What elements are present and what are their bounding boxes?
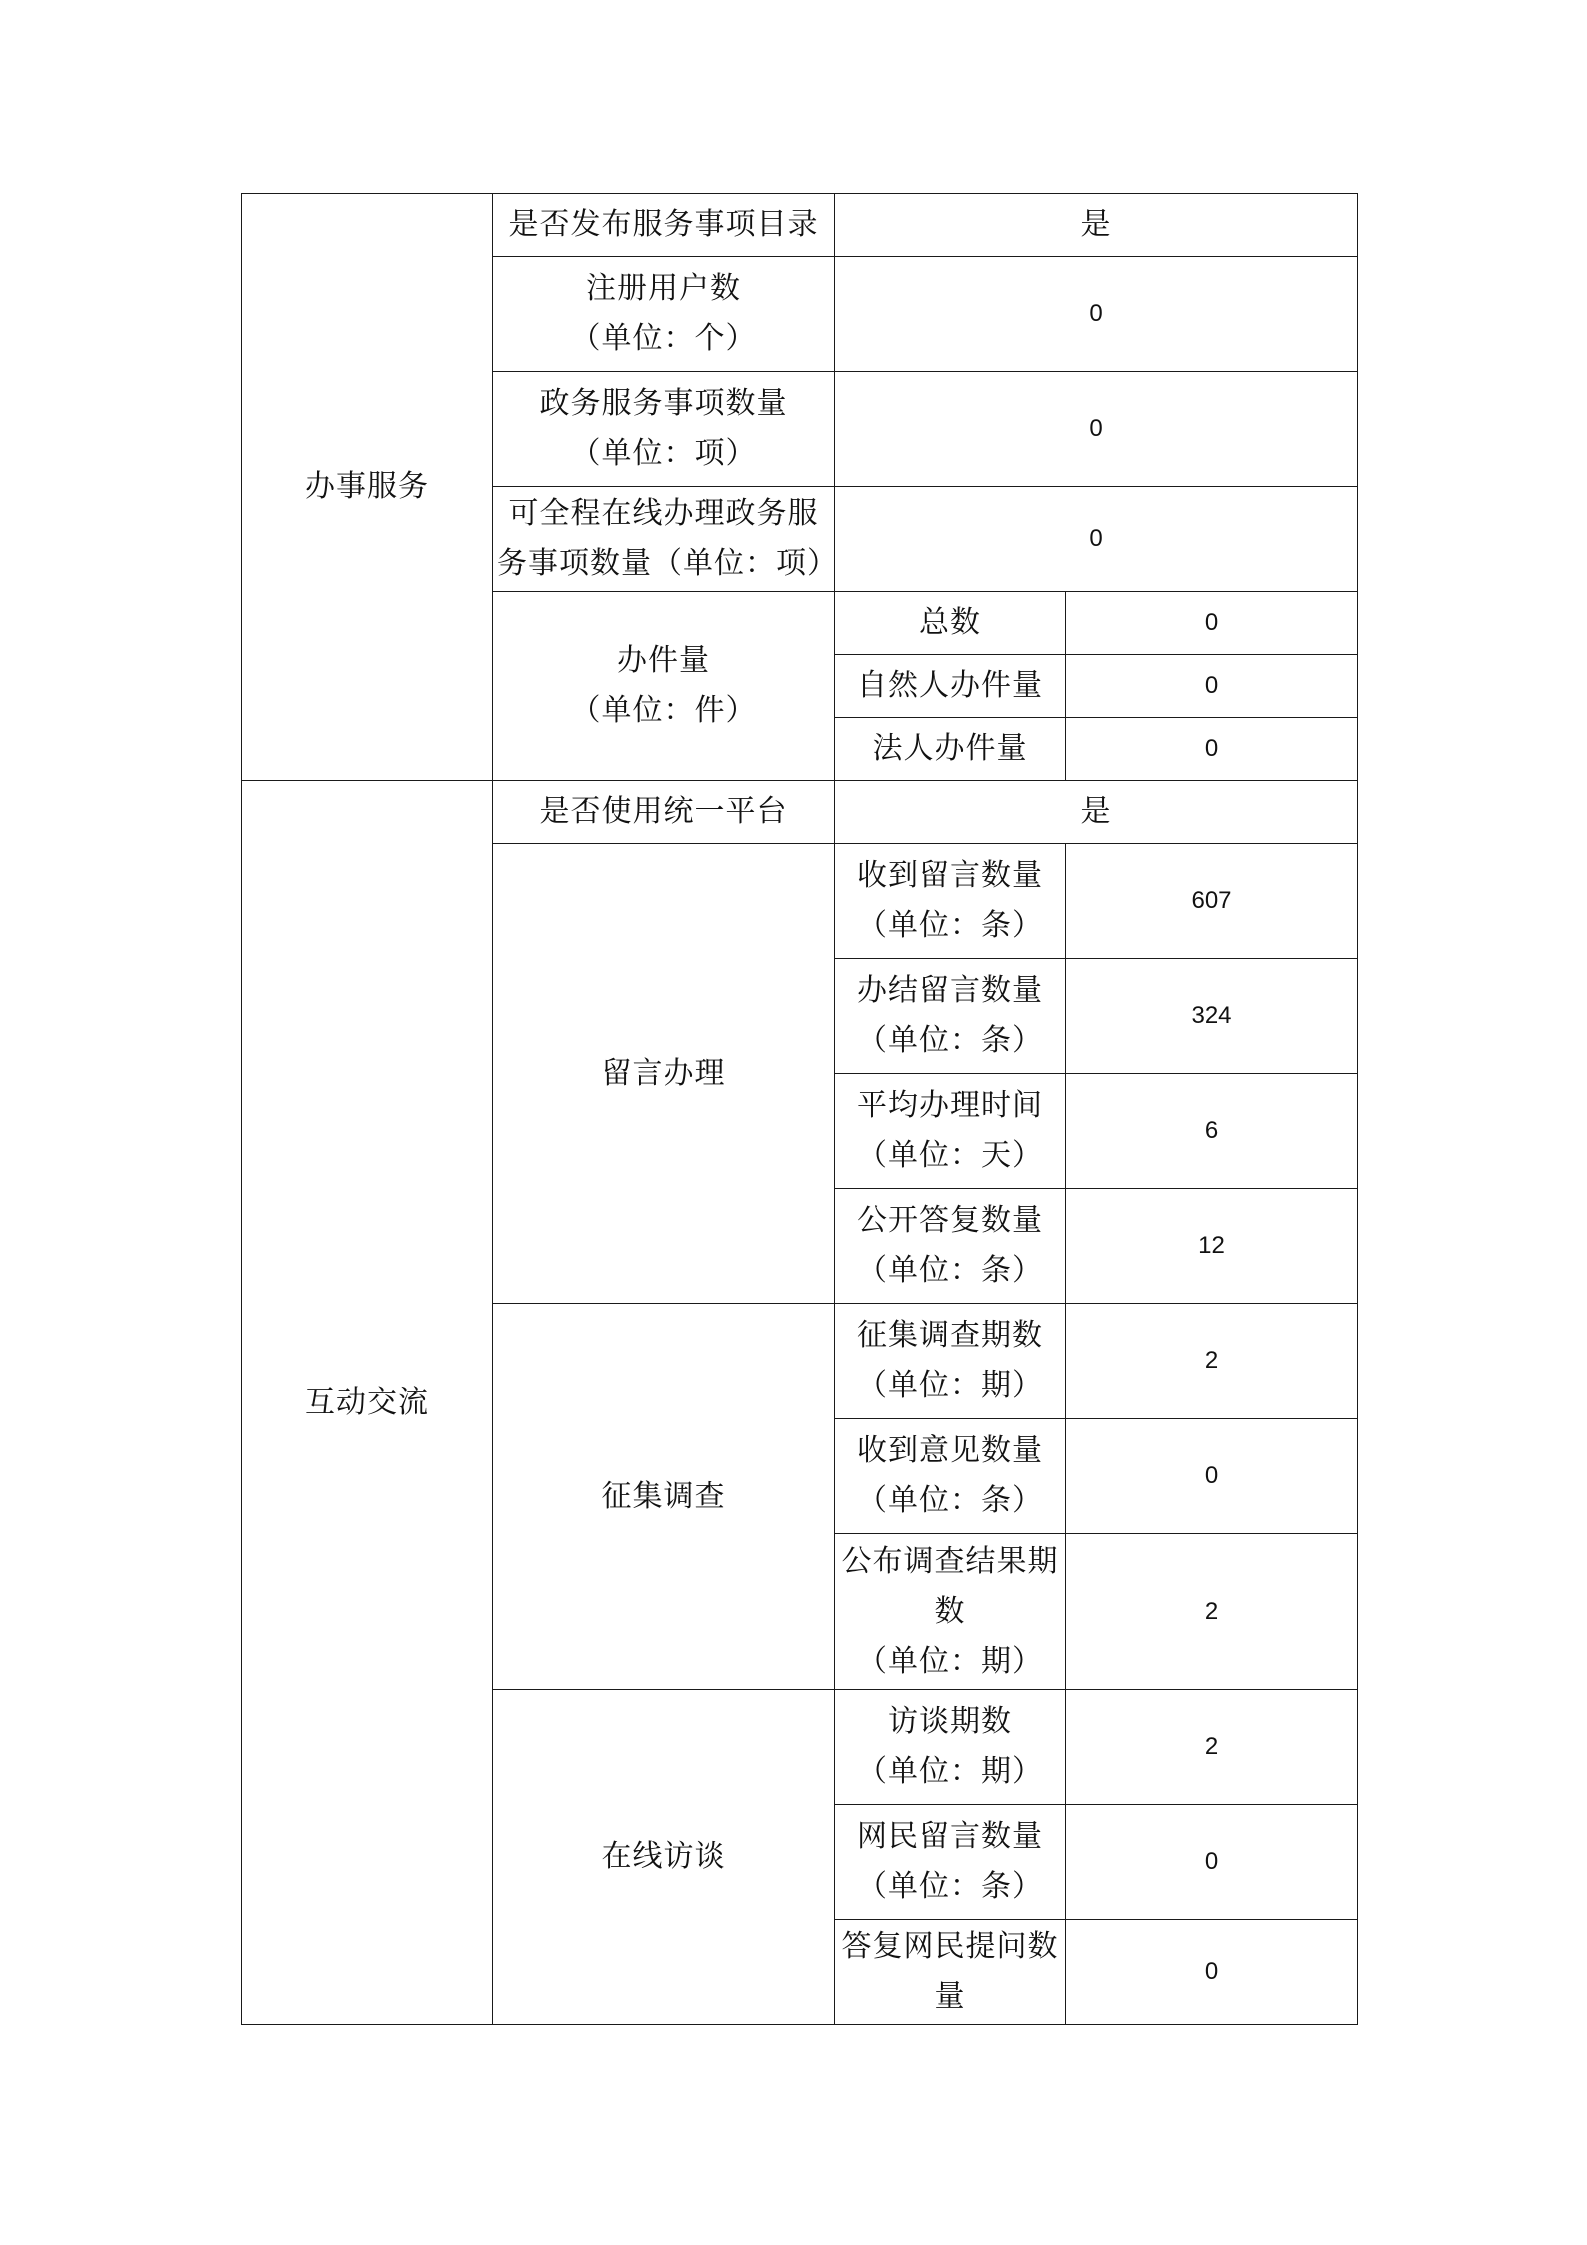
survey-periods-label-text: 征集调查期数 <box>857 1318 1043 1353</box>
cases-total-value: 0 <box>1066 592 1358 655</box>
survey-results-label <box>835 1534 1066 1690</box>
table-row <box>242 781 1358 844</box>
msg-avg-time-label-text: 平均办理时间 <box>857 1088 1043 1123</box>
interview-periods-unit: （单位：期） <box>857 1754 1043 1789</box>
interview-messages-label-text: 网民留言数量 <box>857 1819 1043 1854</box>
msg-closed-label <box>835 959 1066 1074</box>
catalog-value: 是 <box>835 194 1358 257</box>
cases-label <box>493 592 835 781</box>
survey-periods-unit: （单位：期） <box>857 1368 1043 1403</box>
survey-periods-value: 2 <box>1066 1304 1358 1419</box>
online-items-label-line1: 可全程在线办理政务服 <box>508 496 819 531</box>
survey-opinions-label <box>835 1419 1066 1534</box>
items-unit: （单位：项） <box>570 436 757 471</box>
online-items-label-line2: 务事项数量（单位：项） <box>497 546 838 581</box>
msg-received-value: 607 <box>1066 844 1358 959</box>
interview-messages-value: 0 <box>1066 1805 1358 1920</box>
msg-received-unit: （单位：条） <box>857 908 1043 943</box>
cases-unit: （单位：件） <box>570 693 757 728</box>
msg-avg-time-unit: （单位：天） <box>857 1138 1043 1173</box>
survey-results-value: 2 <box>1066 1534 1358 1690</box>
platform-value: 是 <box>835 781 1358 844</box>
interview-periods-value: 2 <box>1066 1690 1358 1805</box>
msg-public-reply-value: 12 <box>1066 1189 1358 1304</box>
catalog-label: 是否发布服务事项目录 <box>493 194 835 257</box>
items-label-text: 政务服务事项数量 <box>539 386 788 421</box>
section-label-service: 办事服务 <box>242 194 493 781</box>
messages-label: 留言办理 <box>493 844 835 1304</box>
msg-avg-time-label <box>835 1074 1066 1189</box>
cases-legal-value: 0 <box>1066 718 1358 781</box>
gov-service-stats-table <box>241 193 1358 2025</box>
msg-public-reply-label <box>835 1189 1066 1304</box>
platform-label: 是否使用统一平台 <box>493 781 835 844</box>
interview-messages-label <box>835 1805 1066 1920</box>
users-label-text: 注册用户数 <box>586 271 741 306</box>
cases-natural-label: 自然人办件量 <box>835 655 1066 718</box>
online-items-value: 0 <box>835 487 1358 592</box>
survey-results-unit: （单位：期） <box>857 1643 1043 1679</box>
survey-label: 征集调查 <box>493 1304 835 1690</box>
survey-results-label-line1: 公布调查结果期 <box>841 1543 1059 1579</box>
interview-replies-value: 0 <box>1066 1920 1358 2025</box>
interview-replies-label-line2: 量 <box>934 1979 966 2014</box>
interview-periods-label <box>835 1690 1066 1805</box>
survey-opinions-unit: （单位：条） <box>857 1483 1043 1518</box>
cases-natural-value: 0 <box>1066 655 1358 718</box>
table-row <box>242 194 1358 257</box>
interview-messages-unit: （单位：条） <box>857 1869 1043 1904</box>
msg-public-reply-unit: （单位：条） <box>857 1253 1043 1288</box>
items-value: 0 <box>835 372 1358 487</box>
interview-label: 在线访谈 <box>493 1690 835 2025</box>
msg-closed-value: 324 <box>1066 959 1358 1074</box>
interview-replies-label-line1: 答复网民提问数 <box>841 1929 1059 1964</box>
users-value: 0 <box>835 257 1358 372</box>
online-items-label <box>493 487 838 592</box>
users-unit: （单位：个） <box>570 321 757 356</box>
msg-closed-unit: （单位：条） <box>857 1023 1043 1058</box>
section-label-interaction: 互动交流 <box>242 781 493 2025</box>
cases-total-label: 总数 <box>835 592 1066 655</box>
users-label <box>493 257 835 372</box>
interview-periods-label-text: 访谈期数 <box>888 1704 1012 1739</box>
items-label <box>493 372 835 487</box>
msg-received-label-text: 收到留言数量 <box>857 858 1043 893</box>
msg-received-label <box>835 844 1066 959</box>
msg-avg-time-value: 6 <box>1066 1074 1358 1189</box>
survey-opinions-value: 0 <box>1066 1419 1358 1534</box>
survey-periods-label <box>835 1304 1066 1419</box>
cases-legal-label: 法人办件量 <box>835 718 1066 781</box>
msg-public-reply-label-text: 公开答复数量 <box>857 1203 1043 1238</box>
msg-closed-label-text: 办结留言数量 <box>857 973 1043 1008</box>
survey-opinions-label-text: 收到意见数量 <box>857 1433 1043 1468</box>
interview-replies-label <box>835 1920 1066 2025</box>
survey-results-label-line2: 数 <box>934 1593 966 1629</box>
cases-label-text: 办件量 <box>617 643 710 678</box>
